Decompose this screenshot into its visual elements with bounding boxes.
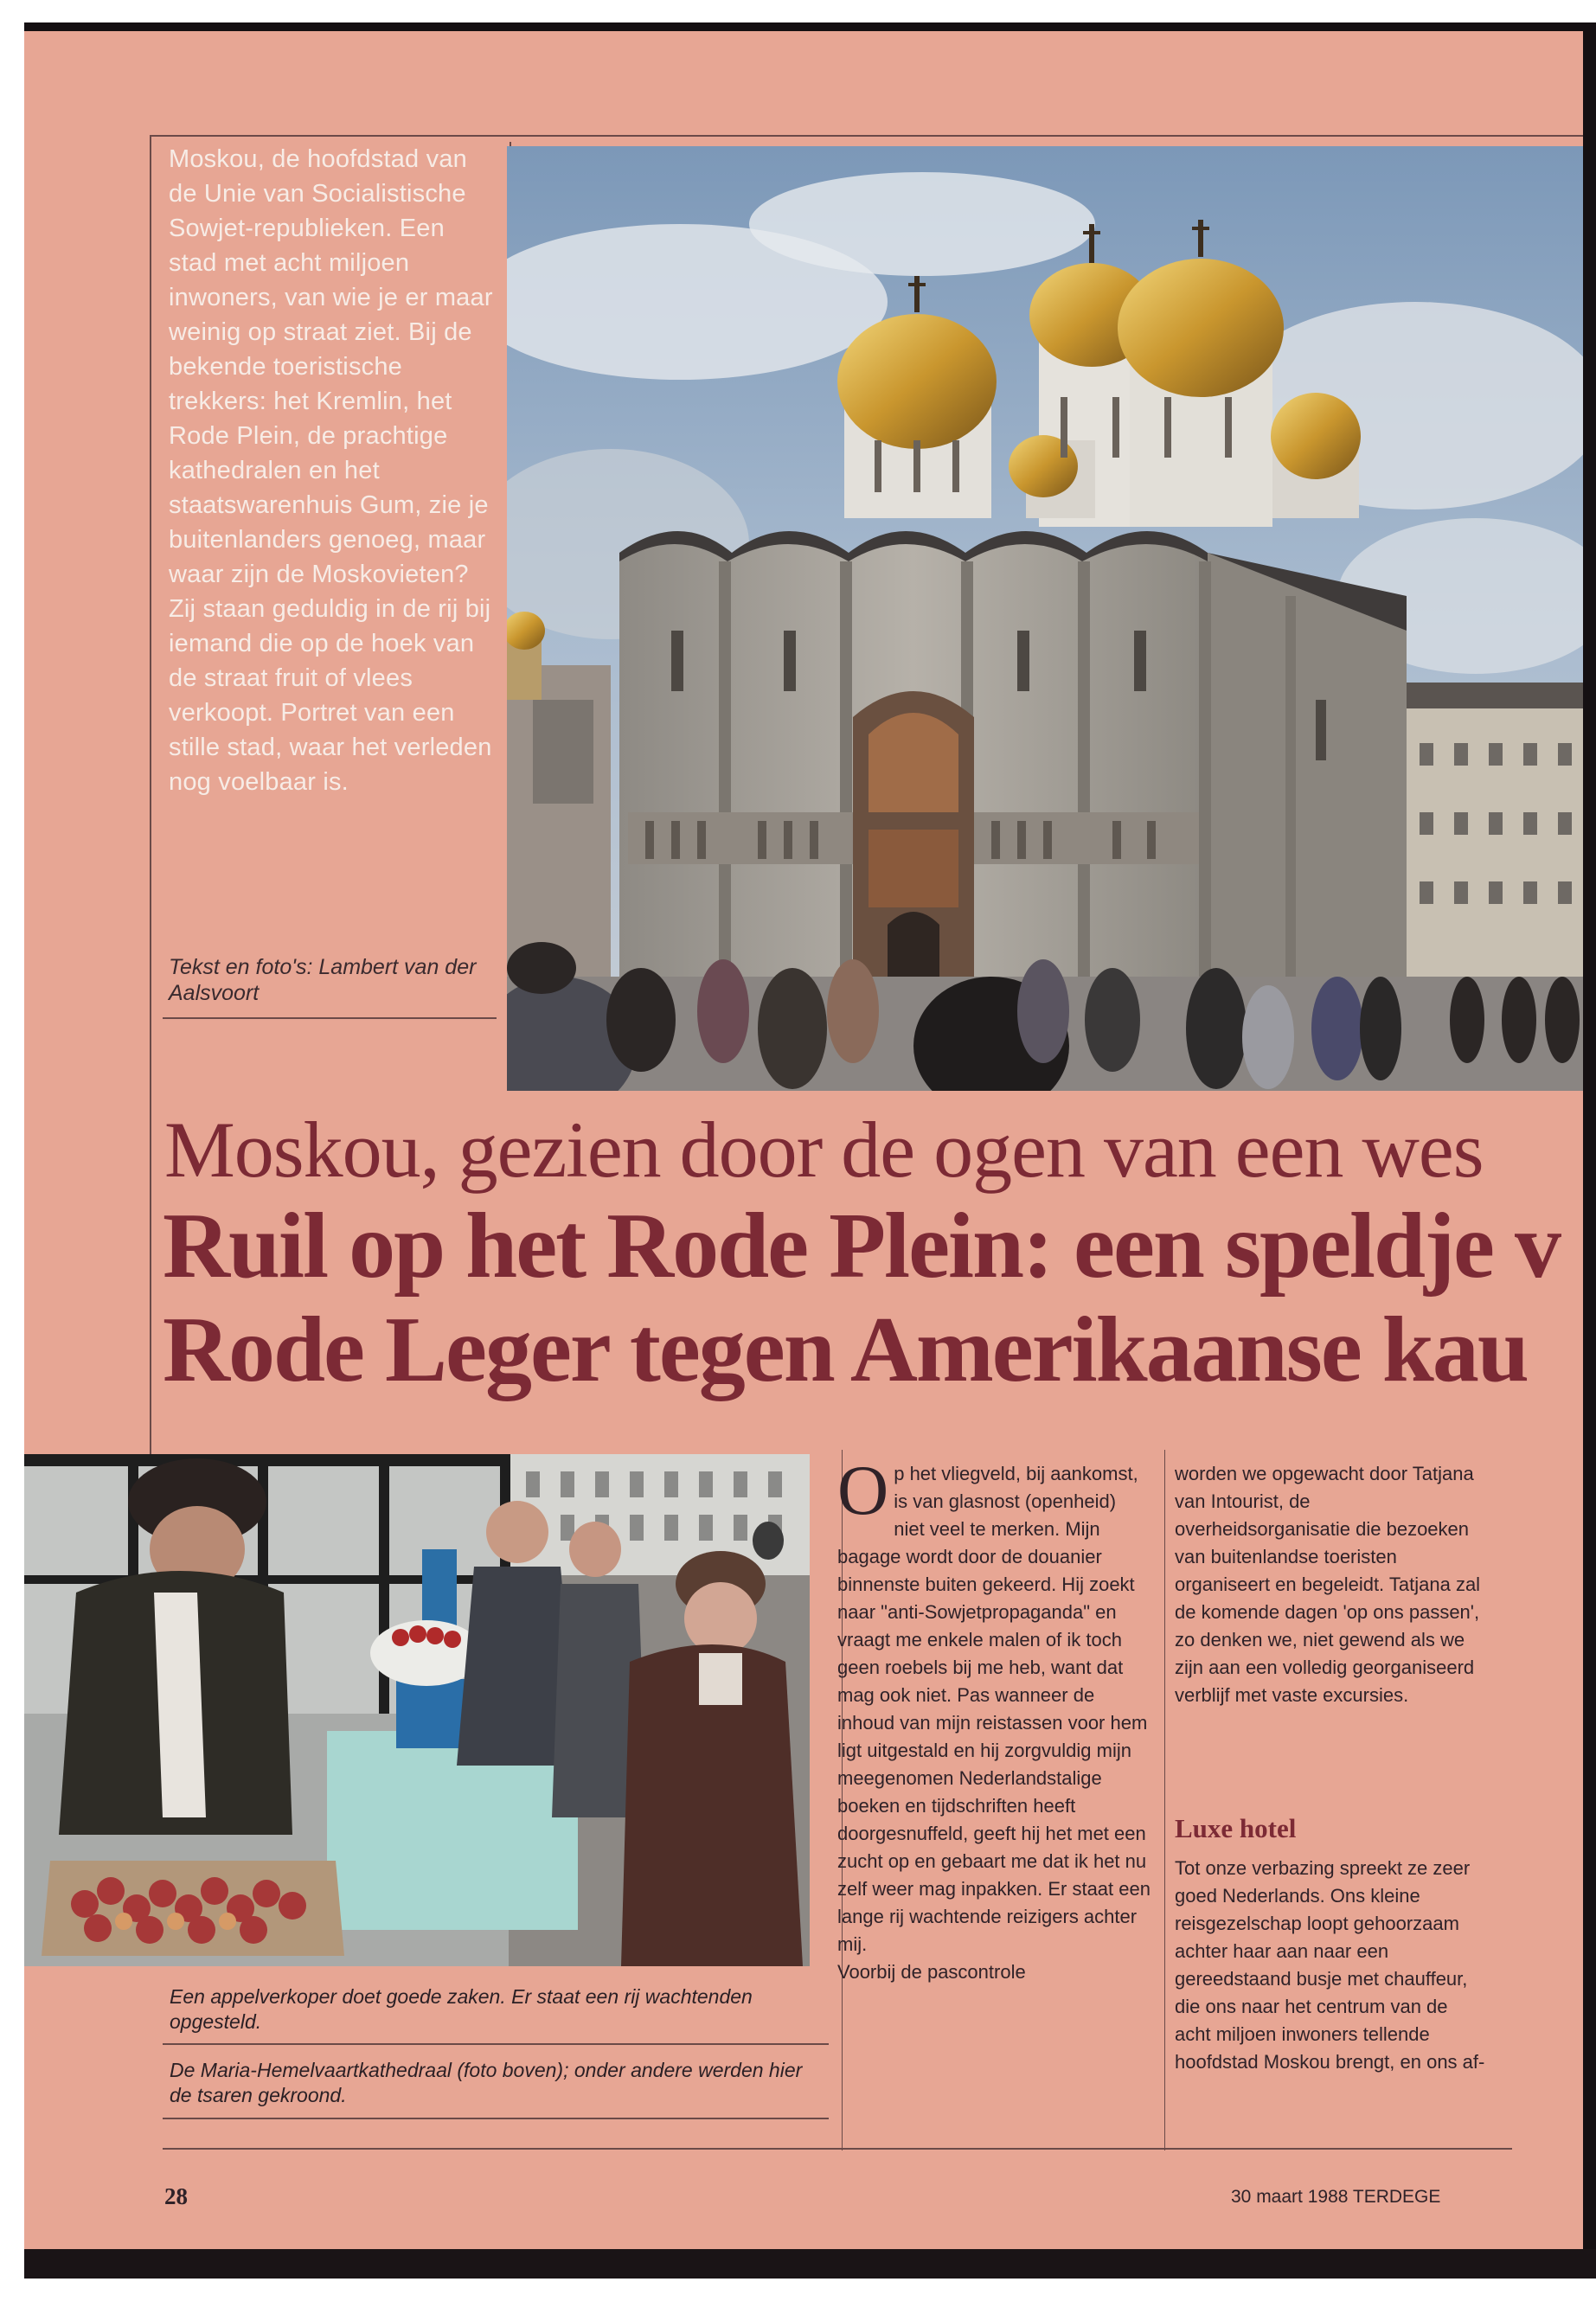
- drop-cap: O: [837, 1451, 889, 1529]
- scan-border-right: [1583, 22, 1596, 2279]
- caption-divider-rule: [163, 2043, 829, 2045]
- intro-text: Moskou, de hoofdstad van de Unie van Socialistische Sowjet-republieken. Een stad met acht miljoen inwoners, van wie je er maar weinig op straat ziet. Bij de bekende toeristische trekkers: het Kremlin, het Rode Plein, de prachtige kathedralen en het staatswarenhuis Gum, zie je buitenlanders genoeg, maar waar zijn de Moskovieten? Zij staan geduldig in de rij bij iemand die op de hoek van de straat fruit of vlees verkoopt. Portret van een stille stad, waar het verleden nog voelbaar is.: [169, 145, 493, 796]
- article-column-2b: Tot onze verbazing spreekt ze zeer goed Nederlands. Ons kleine reisgezelschap loopt gehoorzaam achter haar aan naar een gereedstaand busje met chauffeur, die ons naar het centrum van de acht miljoen inwoners tellende hoofdstad Moskou brengt, en ons af-: [1175, 1857, 1485, 2073]
- cathedral-photo: [507, 146, 1583, 1091]
- left-vertical-rule: [150, 135, 151, 1484]
- top-rule: [150, 135, 1583, 137]
- scan-border-top: [24, 22, 1596, 31]
- footer-rule: [163, 2148, 1512, 2150]
- column-1-last-line: Voorbij de pascontrole: [837, 1961, 1026, 1983]
- headline-line-2: Rode Leger tegen Amerikaanse kau: [163, 1298, 1528, 1401]
- headline-line-1: Ruil op het Rode Plein: een speldje v: [163, 1195, 1560, 1298]
- apple-seller-photo: [24, 1454, 810, 1966]
- photo-credit: Tekst en foto's: Lambert van der Aalsvoort: [169, 955, 477, 1005]
- caption-bottom-rule: [163, 2118, 829, 2119]
- issue-footer: 30 maart 1988 TERDEGE: [1231, 2187, 1441, 2207]
- subhead-luxe-hotel: Luxe hotel: [1175, 1813, 1297, 1843]
- cathedral-caption: De Maria-Hemelvaartkathedraal (foto boven); onder andere werden hier de tsaren gekroond.: [170, 2059, 803, 2106]
- magazine-page: [24, 31, 1583, 2249]
- scan-border-bottom: [24, 2249, 1596, 2279]
- apple-seller-caption: Een appelverkoper doet goede zaken. Er staat een rij wachtenden opgesteld.: [170, 1985, 753, 2033]
- article-column-2a: worden we opgewacht door Tatjana van Intourist, de overheidsorganisatie die bezoeken van buitenlandse toeristen organiseert en begeleidt. Tatjana zal de komende dagen 'op ons passen', zo denken we, niet gewend als we zijn aan een volledig georganiseerd verblijf met vaste excursies.: [1175, 1463, 1481, 1706]
- article-column-1: [837, 1451, 1151, 1986]
- column-1-text: p het vliegveld, bij aankomst, is van glasnost (openheid) niet veel te merken. Mijn bagage wordt door de douanier binnenste buiten gekeerd. Hij zoekt naar "anti-Sowjetpropaganda" en vraagt me enkele malen of ik toch geen roebels bij me heb, want dat mag ook niet. Pas wanneer de inhoud van mijn reistassen voor hem ligt uitgestald en hij zorgvuldig mijn meegenomen Nederlandstalige boeken en tijdschriften heeft doorgesnuffeld, geeft hij het met een zucht op en gebaart me dat ik het nu zelf weer mag inpakken. Er staat een lange rij wachtende reizigers achter mij.: [837, 1463, 1151, 1955]
- column-divider-2: [1164, 1450, 1165, 2150]
- headline-kicker: Moskou, gezien door de ogen van een wes: [164, 1106, 1484, 1194]
- credit-underline: [163, 1017, 497, 1019]
- page-number: 28: [164, 2183, 188, 2209]
